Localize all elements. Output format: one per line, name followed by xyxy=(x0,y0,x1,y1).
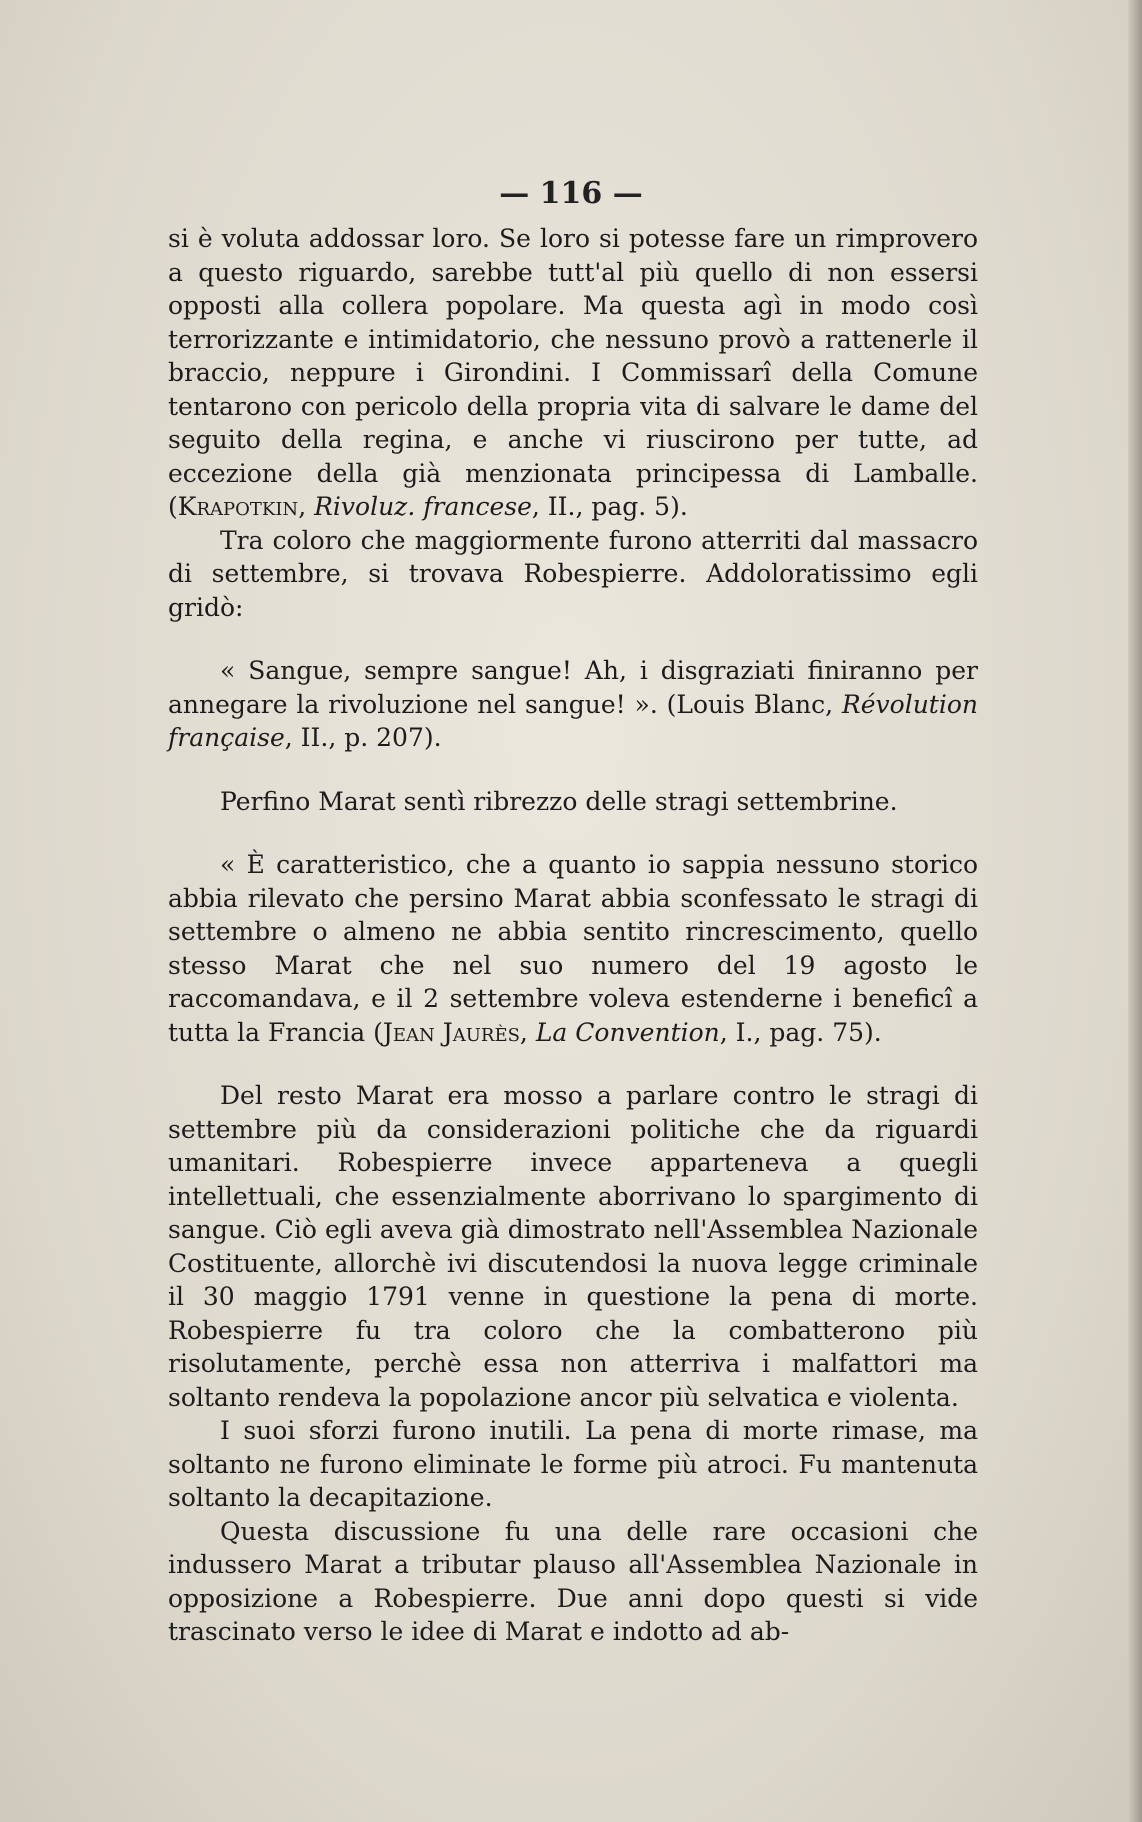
quote-blanc: « Sangue, sempre sangue! Ah, i disgraziati finiranno per annegare la rivoluzione nel sangue! ». (Louis Blanc, Révolution française, II., p. 207). xyxy=(168,656,978,752)
page-number: — 116 — xyxy=(499,176,643,211)
paragraph-4: Perfino Marat sentì ribrezzo delle stragi settembrine. xyxy=(220,786,898,816)
page-edge xyxy=(1128,0,1142,1822)
page-text xyxy=(168,222,978,1649)
quote-jaures: « È caratteristico, che a quanto io sappia nessuno storico abbia rilevato che persino Marat abbia sconfessato le stragi di settembre o almeno ne abbia sentito rincrescimento, quello stesso Marat che nel suo numero del 19 agosto le raccomandava, e il 2 settembre voleva estenderne i beneficî a tutta la Francia (Jean Jaurès, La Convention, I., pag. 75). xyxy=(168,850,978,1047)
citation-author: Jean Jaurès xyxy=(382,1017,520,1047)
citation-title: Révolution française xyxy=(168,689,978,752)
paragraph-8: Questa discussione fu una delle rare occasioni che indussero Marat a tributar plauso all'Assemblea Nazionale in opposizione a Robespierre. Due anni dopo questi si vide trascinato verso le idee di Marat e indotto ad ab- xyxy=(168,1516,978,1646)
paragraph-7: I suoi sforzi furono inutili. La pena di morte rimase, ma soltanto ne furono eliminate le forme più atroci. Fu mantenuta soltanto la decapitazione. xyxy=(168,1416,978,1512)
citation-title: La Convention xyxy=(535,1017,720,1047)
paragraph-6: Del resto Marat era mosso a parlare contro le stragi di settembre più da considerazioni politiche che da riguardi umanitari. Robespierre invece apparteneva a quegli intellettuali, che essenzialmente aborrivano lo spargimento di sangue. Ciò egli aveva già dimostrato nell'Assemblea Nazionale Costituente, allorchè ivi discutendosi la nuova legge criminale il 30 maggio 1791 venne in questione la pena di morte. Robespierre fu tra coloro che la combatterono più risolutamente, perchè essa non atterriva i malfattori ma soltanto rendeva la popolazione ancor più selvatica e violenta. xyxy=(168,1081,978,1412)
paragraph-1: si è voluta addossar loro. Se loro si potesse fare un rimprovero a questo riguardo, sarebbe tutt'al più quello di non essersi opposti alla collera popolare. Ma questa agì in modo così terrorizzante e intimidatorio, che nessuno provò a rattenerle il braccio, neppure i Girondini. I Commissarî della Comune tentarono con pericolo della propria vita di salvare le dame del seguito della regina, e anche vi riuscirono per tutte, ad eccezione della già menzionata principessa di Lamballe. (Krapotkin, Rivoluz. francese, II., pag. 5). xyxy=(168,224,978,521)
citation-author: Krapotkin xyxy=(177,492,299,521)
citation-title: Rivoluz. francese xyxy=(314,492,532,521)
paragraph-2: Tra coloro che maggiormente furono atterriti dal massacro di settembre, si trovava Robespierre. Addoloratissimo egli gridò: xyxy=(168,525,978,622)
